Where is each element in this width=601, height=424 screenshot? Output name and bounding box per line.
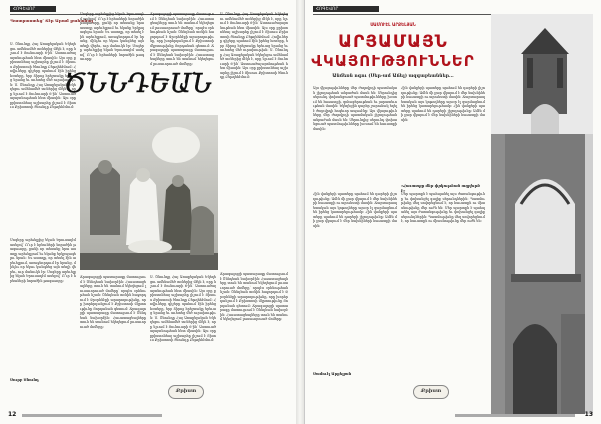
byline: Սուրբ Ծնունդ [10, 378, 39, 382]
kicker: Պատրաստեց՝ Տէր Արամ քահանայ [10, 18, 94, 23]
magazine-logo: Քրիստ [168, 385, 204, 399]
left-page [0, 0, 297, 424]
right-page [304, 0, 601, 424]
page-number: 13 [584, 411, 593, 418]
byline: Սամուէլ Արքելյան [313, 372, 352, 376]
pull-quote: «Հաւատքը մեր փրկութեան աղբիւրն է» [401, 184, 480, 193]
magazine-logo: Քրիստ [413, 385, 449, 399]
author-line: ՍԱՄՈՒԷԼ ԱՐՔԵԼՅԱՆ [370, 22, 416, 27]
article-column-4-bottom: Ճրագալոյցի պատարագը մատուցւում է Ծննդեան նախօրէին։ Հաւատացեալները տուն են տանում եկեղեցում լուսաւորուած մոմերը՝ որպէս օրհնութեան նշան։ Ծննդեան տօնին հաջորդում է Ջրօրհնէքի արարողութիւնը, որը խորհրդանշում է Քրիստոսի մկրտութիւնը Յորդանան գետում։ Ճրագալոյցի պատարագը մատուցւում է Ծննդեան նախօրէին։ Հաւատացեալները տուն են տանում եկեղեցում լուսաւորուած մոմերը։ [220, 272, 288, 321]
running-head: ՀՈԳԵՎՈՐ [10, 6, 56, 12]
article-column-2: Հին վանքերի պատերը պահում են դարերի յիշողութիւնը։ Ամէն մի քար վկայում է մեր նախնիների հաւատքի ու արուեստի մասին։ Ճարտարապետական այս կոթողները այսօր էլ զարմացնում են իրենց կատարելութեամբ։ Հին վանքերի պատերը պահում են դարերի յիշողութիւնը։ Ամէն մի քար վկայում է մեր նախնիների հաւատքի մասին։ [401, 86, 485, 122]
article-column-3-top: Ճրագալոյցի պատարագը մատուցւում է Ծննդեան նախօրէին։ Հաւատացեալները տուն են տանում եկեղեցում լուսաւորուած մոմերը՝ որպէս օրհնութեան նշան։ Ծննդեան տօնին հաջորդում է Ջրօրհնէքի արարողութիւնը, որը խորհրդանշում է Քրիստոսի մկրտութիւնը Յորդանան գետում։ Ճրագալոյցի պատարագը մատուցւում է Ծննդեան նախօրէին։ Հաւատացեալները տուն են տանում եկեղեցում լուսաւորուած մոմերը։ [150, 12, 214, 66]
article-column-4: Ս. Ծնունդը Հայ Առաքելական Եկեղեցու ամենամեծ տօներից մէկն է, որը նշւում է Յունուարի 6-ին՝ Աստուածայայտնութեան հետ միասին։ Այս օրը քրիստոնեայ աշխարհը յիշում է Յիսուս Քրիստոսի ծնունդը Բեթղեհէմում։ Հովիւները գիշերը պահում էին իրենց հօտերը, երբ Տիրոջ հրեշտակը երեւաց նրանց եւ աւետեց մեծ ուրախութիւն։ Ս. Ծնունդը Հայ Առաքելական Եկեղեցու ամենամեծ տօներից մէկն է, որը նշւում է Յունուարի 6-ին՝ Աստուածայայտնութեան հետ միասին։ Այս օրը քրիստոնեայ աշխարհը յիշում է Յիսուս Քրիստոսի ծնունդը Բեթղեհէմում։ [220, 12, 288, 79]
church-tower-photo [491, 14, 593, 414]
running-head: ՀՈԳԵՎՈՐ [313, 6, 379, 12]
title-line-1: ԱՐՅԱՄԱՅՆ [338, 32, 448, 52]
headline-text: ԾՆՆԴԵԱՆ [64, 69, 212, 99]
title-line-2: ՎԿԱՅՈՒԹՅՈՒՆՆԵՐ [311, 52, 475, 70]
footer-bar [22, 414, 162, 417]
article-column-2-bottom: Մեր պարտքն է պահպանել այս ժառանգութիւնը եւ փոխանցել գալիք սերունդներին։ Պատմութիւնը մեզ սովորեցնում է, որ հաւատքն ու միասնութիւնը մեր ուժն են։ Մեր պարտքն է պահպանել այս ժառանգութիւնը եւ փոխանցել գալիք սերունդներին։ Պատմութիւնը մեզ սովորեցնում է, որ հաւատքն ու միասնութիւնը մեր ուժն են։ [401, 192, 485, 223]
article-column-2-bottom: Ճրագալոյցի պատարագը մատուցւում է Ծննդեան նախօրէին։ Հաւատացեալները տուն են տանում եկեղեցում լուսաւորուած մոմերը՝ որպէս օրհնութեան նշան։ Ծննդեան տօնին հաջորդում է Ջրօրհնէքի արարողութիւնը, որը խորհրդանշում է Քրիստոսի մկրտութիւնը Յորդանան գետում։ Ճրագալոյցի պատարագը մատուցւում է Ծննդեան նախօրէին։ Հաւատացեալները տուն են տանում եկեղեցում լուսաւորուած մոմերը։ [80, 275, 146, 329]
article-column-1-bottom: Հին վանքերի պատերը պահում են դարերի յիշողութիւնը։ Ամէն մի քար վկայում է մեր նախնիների հաւատքի ու արուեստի մասին։ Ճարտարապետական այս կոթողները այսօր էլ զարմացնում են իրենց կատարելութեամբ։ Հին վանքերի պատերը պահում են դարերի յիշողութիւնը։ Ամէն մի քար վկայում է մեր նախնիների հաւատքի մասին։ [313, 192, 397, 228]
footer-bar [455, 414, 575, 417]
subtitle: Անմեռն ոգու (Սեր-ամ Աճել) ազգաբեաններ... [332, 74, 454, 79]
article-column-2-top: Մոգերը արեւելքից եկան Երուսաղէմ ասելով՝ Ո՞ւր է հրեաների նորածին թագաւորը, քանի որ տեսանք նրա աստղը արեւելքում եւ եկանք երկրպագելու նրան։ Եւ աստղը, որ տեսել էին արեւելքում, առաջնորդում էր նրանց, մինչեւ որ եկաւ կանգնեց այն տեղի վերեւ, ուր մանուկն էր։ Մոգերը արեւելքից եկան Երուսաղէմ ասելով՝ Ո՞ւր է հրեաների նորածին թագաւորը։ [80, 12, 144, 61]
article-column-1: Այս վկայութիւնները մեր ժողովրդի պատմական յիշողութեան անբաժան մասն են։ Սերունդից սերունդ փոխանցուած պատմութիւնները խօսում են հաւատքի, զոհաբերութեան եւ յարատեւութեան մասին։ Եկեղեցին դարեր շարունակ եղել է ժողովրդի հոգեւոր ապաւէնը։ Այս վկայութիւնները մեր ժողովրդի պատմական յիշողութեան անբաժան մասն են։ Սերունդից սերունդ փոխանցուած պատմութիւնները խօսում են հաւատքի մասին։ [313, 86, 397, 131]
nativity-illustration [80, 115, 218, 270]
article-column-1-bottom: Մոգերը արեւելքից եկան Երուսաղէմ ասելով՝ Ո՞ւր է հրեաների նորածին թագաւորը, քանի որ տեսանք նրա աստղը արեւելքում եւ եկանք երկրպագելու նրան։ Եւ աստղը, որ տեսել էին արեւելքում, առաջնորդում էր նրանց, մինչեւ որ եկաւ կանգնեց այն տեղի վերեւ, ուր մանուկն էր։ Մոգերը արեւելքից եկան Երուսաղէմ ասելով՝ Ո՞ւր է հրեաների նորածին թագաւորը։ [10, 238, 76, 283]
article-column-1: Ս. Ծնունդը Հայ Առաքելական Եկեղեցու ամենամեծ տօներից մէկն է, որը նշւում է Յունուարի 6-ին՝ Աստուածայայտնութեան հետ միասին։ Այս օրը քրիստոնեայ աշխարհը յիշում է Յիսուս Քրիստոսի ծնունդը Բեթղեհէմում։ Հովիւները գիշերը պահում էին իրենց հօտերը, երբ Տիրոջ հրեշտակը երեւաց նրանց եւ աւետեց մեծ ուրախութիւն։ Ս. Ծնունդը Հայ Առաքելական Եկեղեցու ամենամեծ տօներից մէկն է, որը նշւում է Յունուարի 6-ին՝ Աստուածայայտնութեան հետ միասին։ Այս օրը քրիստոնեայ աշխարհը յիշում է Յիսուս Քրիստոսի ծնունդը Բեթղեհէմում։ [10, 42, 76, 109]
page-number: 12 [8, 411, 17, 418]
spine-gutter [296, 0, 304, 424]
article-column-3-bottom: Ս. Ծնունդը Հայ Առաքելական Եկեղեցու ամենամեծ տօներից մէկն է, որը նշւում է Յունուարի 6-ին՝ Աստուածայայտնութեան հետ միասին։ Այս օրը քրիստոնեայ աշխարհը յիշում է Յիսուս Քրիստոսի ծնունդը Բեթղեհէմում։ Հովիւները գիշերը պահում էին իրենց հօտերը, երբ Տիրոջ հրեշտակը երեւաց նրանց եւ աւետեց մեծ ուրախութիւն։ Ս. Ծնունդը Հայ Առաքելական Եկեղեցու ամենամեծ տօներից մէկն է, որը նշւում է Յունուարի 6-ին՝ Աստուածայայտնութեան հետ միասին։ Այս օրը քրիստոնեայ աշխարհը յիշում է Յիսուս Քրիստոսի ծնունդը Բեթղեհէմում։ [150, 275, 216, 342]
